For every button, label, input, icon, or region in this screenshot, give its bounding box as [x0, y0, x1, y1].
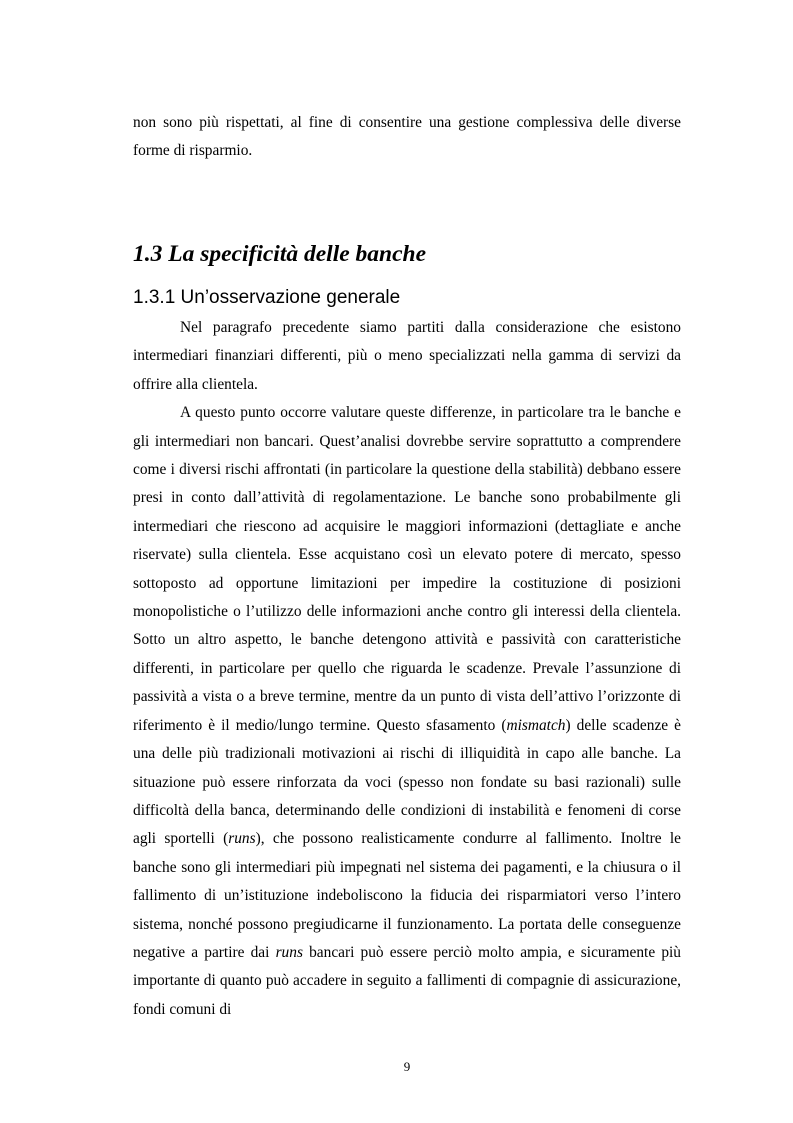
- term-runs: runs: [275, 943, 303, 961]
- paragraph-2-text: bancari può essere perciò molto ampia, e sicuramente più importante di quanto può accadere in seguito a fallimenti di compagnie di assicurazione, fondi comuni di: [133, 943, 681, 1018]
- body-text: [133, 314, 681, 1024]
- paragraph-2-text: ), che possono realisticamente condurre al fallimento. Inoltre le banche sono gli intermediari più impegnati nel sistema dei pagamenti, e la chiusura o il fallimento di un’istituzione indeboliscono la fiducia dei risparmiatori verso l’intero sistema, nonché possono pregiudicarne il funzionamento. La portata delle conseguenze negative a partire dai: [133, 830, 681, 961]
- paragraph-1: Nel paragrafo precedente siamo partiti dalla considerazione che esistono intermediari finanziari differenti, più o meno specializzati nella gamma di servizi da offrire alla clientela.: [133, 319, 681, 393]
- lead-paragraph: non sono più rispettati, al fine di consentire una gestione complessiva delle diverse forme di risparmio.: [133, 114, 681, 160]
- paragraph-2: [133, 399, 681, 1024]
- paragraph-2-text: ) delle scadenze è una delle più tradizionali motivazioni ai rischi di illiquidità in capo alle banche. La situazione può essere rinforzata da voci (spesso non fondate su basi razionali) sulle difficoltà della banca, determinando delle condizioni di instabilità e fenomeni di corse agli sportelli (: [133, 716, 681, 848]
- paragraph-2-text: A questo punto occorre valutare queste differenze, in particolare tra le banche e gli intermediari non bancari. Quest’analisi dovrebbe servire soprattutto a comprendere come i diversi rischi affrontati (in particolare la questione della stabilità) debbano essere presi in conto dall’attività di regolamentazione. Le banche sono probabilmente gli intermediari che riescono ad acquisire le maggiori informazioni (dettagliate e anche riservate) sulla clientela. Esse acquistano così un elevato potere di mercato, spesso sottoposto ad opportune limitazioni per impedire la costituzione di posizioni monopolistiche o l’utilizzo delle informazioni anche contro gli interessi della clientela. Sotto un altro aspetto, le banche detengono attività e passività con caratteristiche differenti, in particolare per quello che riguarda le scadenze. Prevale l’assunzione di passività a vista o a breve termine, mentre da un punto di vista dell’attivo l’orizzonte di riferimento è il medio/lungo termine. Questo sfasamento (: [133, 404, 681, 734]
- page-number: 9: [403, 1059, 411, 1074]
- section-heading: 1.3 La specificità delle banche: [133, 241, 427, 267]
- term-mismatch: mismatch: [506, 716, 566, 734]
- term-runs: runs: [228, 830, 256, 848]
- subsection-heading: 1.3.1 Un’osservazione generale: [133, 287, 401, 308]
